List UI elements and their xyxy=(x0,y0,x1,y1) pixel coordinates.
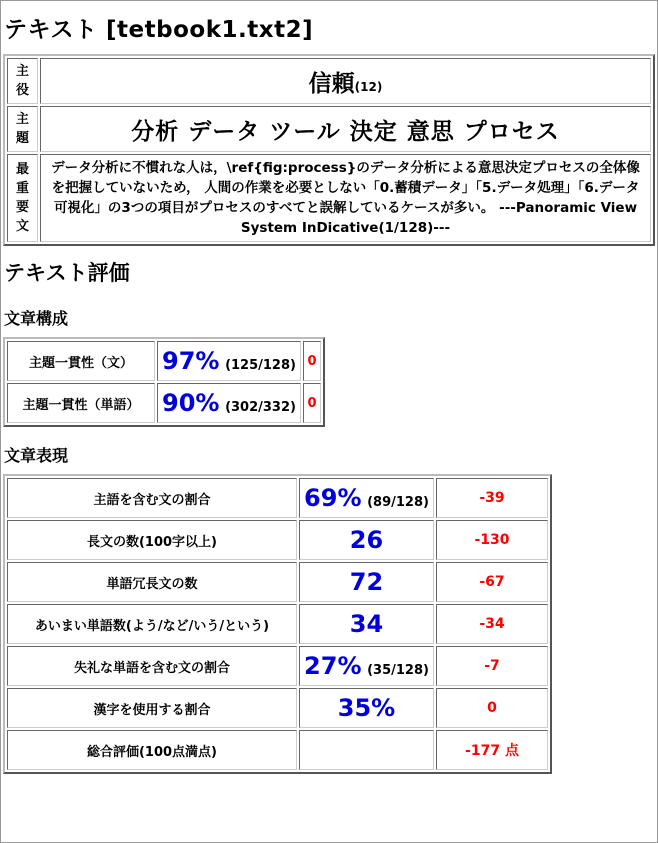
structure-row-percent: 90% xyxy=(162,389,220,417)
role-cell xyxy=(40,58,651,104)
structure-table xyxy=(3,337,325,427)
structure-row-penalty: 0 xyxy=(303,383,321,423)
structure-row-percent: 97% xyxy=(162,347,220,375)
summary-text: データ分析に不慣れな人は，\ref{fig:process}のデータ分析による意思決定プロセスの全体像を把握していないため， 人間の作業を必要としない「0.蓄積データ」「5.データ処理」「6.データ可視化」の3つの項目がプロセスのすべてと誤解しているケースが多い。 ---Panoramic View System InDicative(1/128)--- xyxy=(40,154,651,242)
topic-value: 分析 データ ツール 決定 意思 プロセス xyxy=(40,106,651,152)
topic-row xyxy=(7,106,651,152)
role-value: 信頼 xyxy=(308,70,355,97)
role-label xyxy=(7,58,38,104)
expression-row-penalty: -34 xyxy=(436,604,548,644)
structure-row xyxy=(7,383,321,423)
expression-row-number: 34 xyxy=(349,610,384,638)
structure-heading: 文章構成 xyxy=(4,309,69,328)
role-count: (12) xyxy=(354,79,383,94)
expression-row xyxy=(7,688,548,728)
summary-label-text: 最重要文 xyxy=(15,162,29,234)
structure-row-penalty: 0 xyxy=(303,341,321,381)
expression-row xyxy=(7,478,548,518)
structure-row-value xyxy=(157,341,301,381)
expression-row-label: 主語を含む文の割合 xyxy=(7,478,297,518)
evaluation-heading: テキスト評価 xyxy=(4,261,130,285)
expression-row-value xyxy=(299,520,434,560)
total-score: -177 点 xyxy=(436,730,548,770)
expression-heading: 文章表現 xyxy=(4,446,69,465)
expression-row-label: 漢字を使用する割合 xyxy=(7,688,297,728)
expression-row-number: 35% xyxy=(337,694,396,722)
expression-row xyxy=(7,520,548,560)
role-label-text: 主役 xyxy=(15,64,29,98)
expression-row-fraction: (89/128) xyxy=(367,495,429,510)
expression-row-value xyxy=(299,646,434,686)
page-title: テキスト [tetbook1.txt2] xyxy=(4,17,314,43)
summary-row xyxy=(7,154,651,242)
role-row xyxy=(7,58,651,104)
expression-row-penalty: -67 xyxy=(436,562,548,602)
summary-label xyxy=(7,154,38,242)
expression-row xyxy=(7,562,548,602)
total-label: 総合評価(100点満点) xyxy=(7,730,297,770)
expression-row-value xyxy=(299,688,434,728)
expression-row-value xyxy=(299,604,434,644)
total-empty-cell xyxy=(299,730,434,770)
expression-row-penalty: 0 xyxy=(436,688,548,728)
expression-row-label: 失礼な単語を含む文の割合 xyxy=(7,646,297,686)
expression-row-number: 72 xyxy=(349,568,384,596)
structure-row-label: 主題一貫性（文） xyxy=(7,341,155,381)
expression-row-fraction: (35/128) xyxy=(367,663,429,678)
expression-row-penalty: -7 xyxy=(436,646,548,686)
expression-row-penalty: -130 xyxy=(436,520,548,560)
structure-row xyxy=(7,341,321,381)
expression-row-penalty: -39 xyxy=(436,478,548,518)
expression-row xyxy=(7,646,548,686)
expression-row-number: 26 xyxy=(349,526,384,554)
structure-row-fraction: (125/128) xyxy=(225,358,296,373)
expression-row-label: 単語冗長文の数 xyxy=(7,562,297,602)
structure-row-label: 主題一貫性（単語） xyxy=(7,383,155,423)
expression-row-value xyxy=(299,562,434,602)
expression-row-value xyxy=(299,478,434,518)
structure-row-value xyxy=(157,383,301,423)
expression-row-number: 27% xyxy=(304,652,362,680)
expression-row-label: 長文の数(100字以上) xyxy=(7,520,297,560)
expression-table xyxy=(3,474,552,774)
structure-row-fraction: (302/332) xyxy=(225,400,296,415)
expression-row-number: 69% xyxy=(304,484,362,512)
topic-label-text: 主題 xyxy=(15,112,29,146)
expression-row xyxy=(7,604,548,644)
expression-row-label: あいまい単語数(よう/など/いう/という) xyxy=(7,604,297,644)
total-row xyxy=(7,730,548,770)
top-summary-table xyxy=(3,54,655,246)
topic-label xyxy=(7,106,38,152)
